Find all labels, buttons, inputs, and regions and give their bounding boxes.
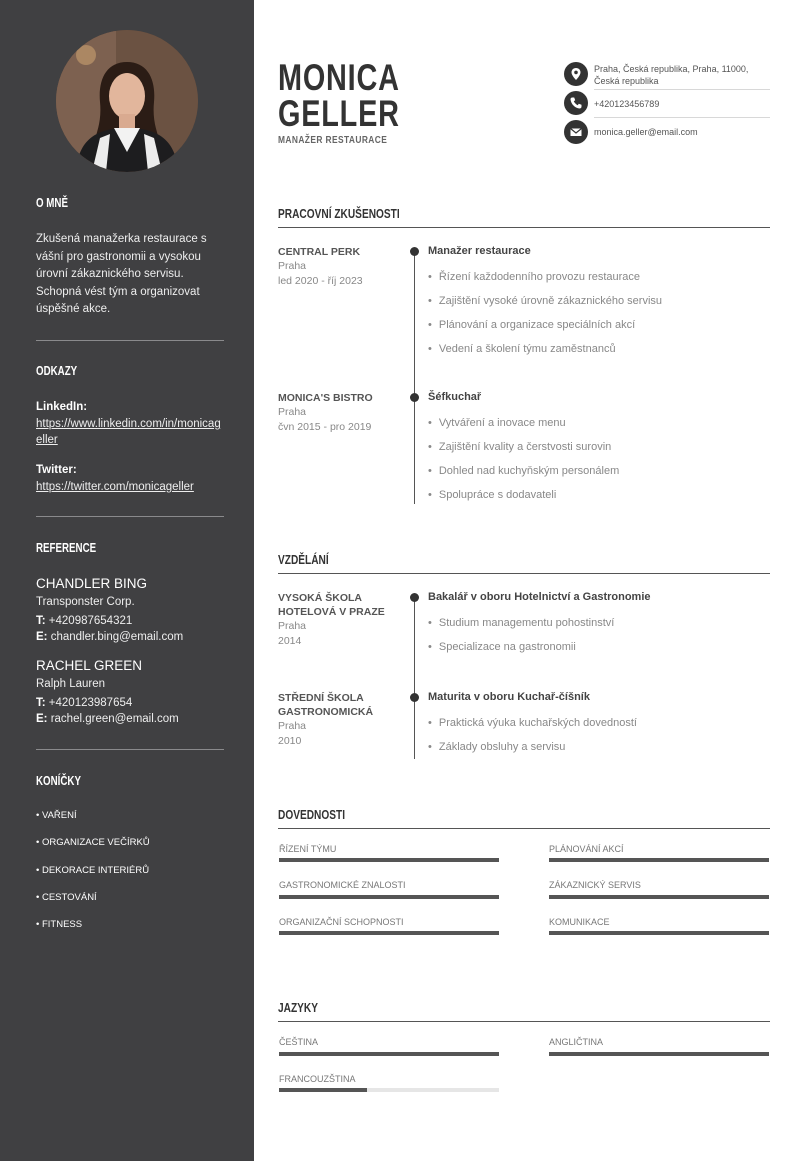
skill-bar xyxy=(549,931,769,935)
employment-dates: čvn 2015 - pro 2019 xyxy=(278,421,372,433)
duty-item: • Zajištění vysoké úrovně zákaznického servisu xyxy=(428,295,662,307)
timeline-line xyxy=(414,597,415,759)
school-city: Praha xyxy=(278,620,307,632)
skill-bar-fill xyxy=(279,895,499,899)
sidebar xyxy=(0,0,254,1161)
skill-bar xyxy=(549,895,769,899)
profile-photo xyxy=(56,30,198,172)
duty-item: • Spolupráce s dodavateli xyxy=(428,489,556,501)
divider xyxy=(36,749,224,750)
language-bar-fill xyxy=(279,1088,367,1092)
timeline-dot xyxy=(410,693,419,702)
employer-name: CENTRAL PERK xyxy=(278,246,361,258)
contact-phone: +420123456789 xyxy=(594,99,660,109)
skill-bar-fill xyxy=(549,858,769,862)
about-text: Zkušená manažerka restaurace s vášní pro gastronomii a vysokou úrovní zákaznického servisu. Schopná vést tým a organizovat úspěšné akce. xyxy=(36,233,207,315)
languages-title: JAZYKY xyxy=(278,1000,319,1015)
hobby-item: • FITNESS xyxy=(36,919,83,930)
language-name: ANGLIČTINA xyxy=(549,1037,604,1047)
reference-email: E: chandler.bing@email.com xyxy=(36,631,184,643)
skill-name: PLÁNOVÁNÍ AKCÍ xyxy=(549,844,624,854)
employer-city: Praha xyxy=(278,406,307,418)
section-divider xyxy=(278,1021,770,1022)
language-bar xyxy=(279,1052,499,1056)
skill-bar xyxy=(279,895,499,899)
language-bar xyxy=(279,1088,499,1092)
employment-dates: led 2020 - říj 2023 xyxy=(278,275,363,287)
skill-bar xyxy=(279,931,499,935)
contact-divider xyxy=(594,89,770,90)
skill-name: GASTRONOMICKÉ ZNALOSTI xyxy=(279,880,406,890)
language-name: FRANCOUZŠTINA xyxy=(279,1074,356,1084)
skill-name: ORGANIZAČNÍ SCHOPNOSTI xyxy=(279,917,404,927)
language-bar xyxy=(549,1052,769,1056)
contact-email: monica.geller@email.com xyxy=(594,127,698,137)
section-divider xyxy=(278,828,770,829)
degree-title: Maturita v oboru Kuchař-číšník xyxy=(428,691,590,703)
first-name: MONICA xyxy=(278,57,400,98)
study-item: • Specializace na gastronomii xyxy=(428,641,576,653)
skill-bar-fill xyxy=(549,931,769,935)
timeline-line xyxy=(414,251,415,504)
hobby-item: • DEKORACE INTERIÉRŮ xyxy=(36,865,150,876)
experience-title: PRACOVNÍ ZKUŠENOSTI xyxy=(278,206,400,221)
hobby-item: • VAŘENÍ xyxy=(36,810,77,821)
language-bar-fill xyxy=(279,1052,499,1056)
study-item: • Základy obsluhy a servisu xyxy=(428,741,565,753)
links-title: ODKAZY xyxy=(36,364,78,378)
about-title: O MNĚ xyxy=(36,196,68,210)
degree-title: Bakalář v oboru Hotelnictví a Gastronomie xyxy=(428,591,651,603)
twitter-link[interactable]: https://twitter.com/monicageller xyxy=(36,481,194,493)
skills-title: DOVEDNOSTI xyxy=(278,807,346,822)
skill-name: ZÁKAZNICKÝ SERVIS xyxy=(549,880,641,890)
job-title: MANAŽER RESTAURACE xyxy=(278,134,388,146)
language-bar-fill xyxy=(549,1052,769,1056)
reference-email: E: rachel.green@email.com xyxy=(36,713,179,725)
skill-bar-fill xyxy=(279,858,499,862)
reference-name: CHANDLER BING xyxy=(36,576,148,591)
section-divider xyxy=(278,573,770,574)
duty-item: • Vytváření a inovace menu xyxy=(428,417,566,429)
reference-company: Transponster Corp. xyxy=(36,596,135,608)
duty-item: • Řízení každodenního provozu restaurace xyxy=(428,271,640,283)
reference-name: RACHEL GREEN xyxy=(36,658,143,673)
linkedin-label: LinkedIn: xyxy=(36,401,88,413)
references-title: REFERENCE xyxy=(36,541,97,555)
skill-bar-fill xyxy=(549,895,769,899)
employer-city: Praha xyxy=(278,260,307,272)
graduation-year: 2010 xyxy=(278,735,302,747)
divider xyxy=(36,340,224,341)
location-pin-icon xyxy=(564,62,588,86)
position-title: Šéfkuchař xyxy=(428,391,482,403)
timeline-dot xyxy=(410,247,419,256)
duty-item: • Zajištění kvality a čerstvosti surovin xyxy=(428,441,611,453)
duty-item: • Plánování a organizace speciálních akcí xyxy=(428,319,635,331)
linkedin-link[interactable]: https://www.linkedin.com/in/monicageller xyxy=(36,418,221,446)
skill-bar xyxy=(279,858,499,862)
phone-icon xyxy=(564,91,588,115)
position-title: Manažer restaurace xyxy=(428,245,531,257)
duty-item: • Vedení a školení týmu zaměstnanců xyxy=(428,343,616,355)
study-item: • Praktická výuka kuchařských dovedností xyxy=(428,717,637,729)
hobby-item: • CESTOVÁNÍ xyxy=(36,892,97,903)
twitter-label: Twitter: xyxy=(36,464,77,476)
employer-name: MONICA'S BISTRO xyxy=(278,392,373,404)
divider xyxy=(36,516,224,517)
skill-bar xyxy=(549,858,769,862)
language-name: ČEŠTINA xyxy=(279,1037,319,1047)
school-name: STŘEDNÍ ŠKOLA GASTRONOMICKÁ xyxy=(278,692,374,718)
reference-company: Ralph Lauren xyxy=(36,678,106,690)
school-city: Praha xyxy=(278,720,307,732)
contact-divider xyxy=(594,117,770,118)
contact-address: Praha, Česká republika, Praha, 11000, Česká republika xyxy=(594,64,749,86)
school-name: VYSOKÁ ŠKOLA HOTELOVÁ V PRAZE xyxy=(278,592,385,618)
graduation-year: 2014 xyxy=(278,635,302,647)
timeline-dot xyxy=(410,393,419,402)
skill-name: KOMUNIKACE xyxy=(549,917,610,927)
reference-phone: T: +420987654321 xyxy=(36,615,133,627)
education-title: VZDĚLÁNÍ xyxy=(278,552,329,567)
last-name: GELLER xyxy=(278,93,400,134)
duty-item: • Dohled nad kuchyňským personálem xyxy=(428,465,619,477)
reference-phone: T: +420123987654 xyxy=(36,697,133,709)
hobby-item: • ORGANIZACE VEČÍRKŮ xyxy=(36,837,150,848)
envelope-icon xyxy=(564,120,588,144)
timeline-dot xyxy=(410,593,419,602)
skill-bar-fill xyxy=(279,931,499,935)
skill-name: ŘÍZENÍ TÝMU xyxy=(279,844,337,854)
study-item: • Studium managementu pohostinství xyxy=(428,617,614,629)
hobbies-title: KONÍČKY xyxy=(36,774,81,788)
section-divider xyxy=(278,227,770,228)
